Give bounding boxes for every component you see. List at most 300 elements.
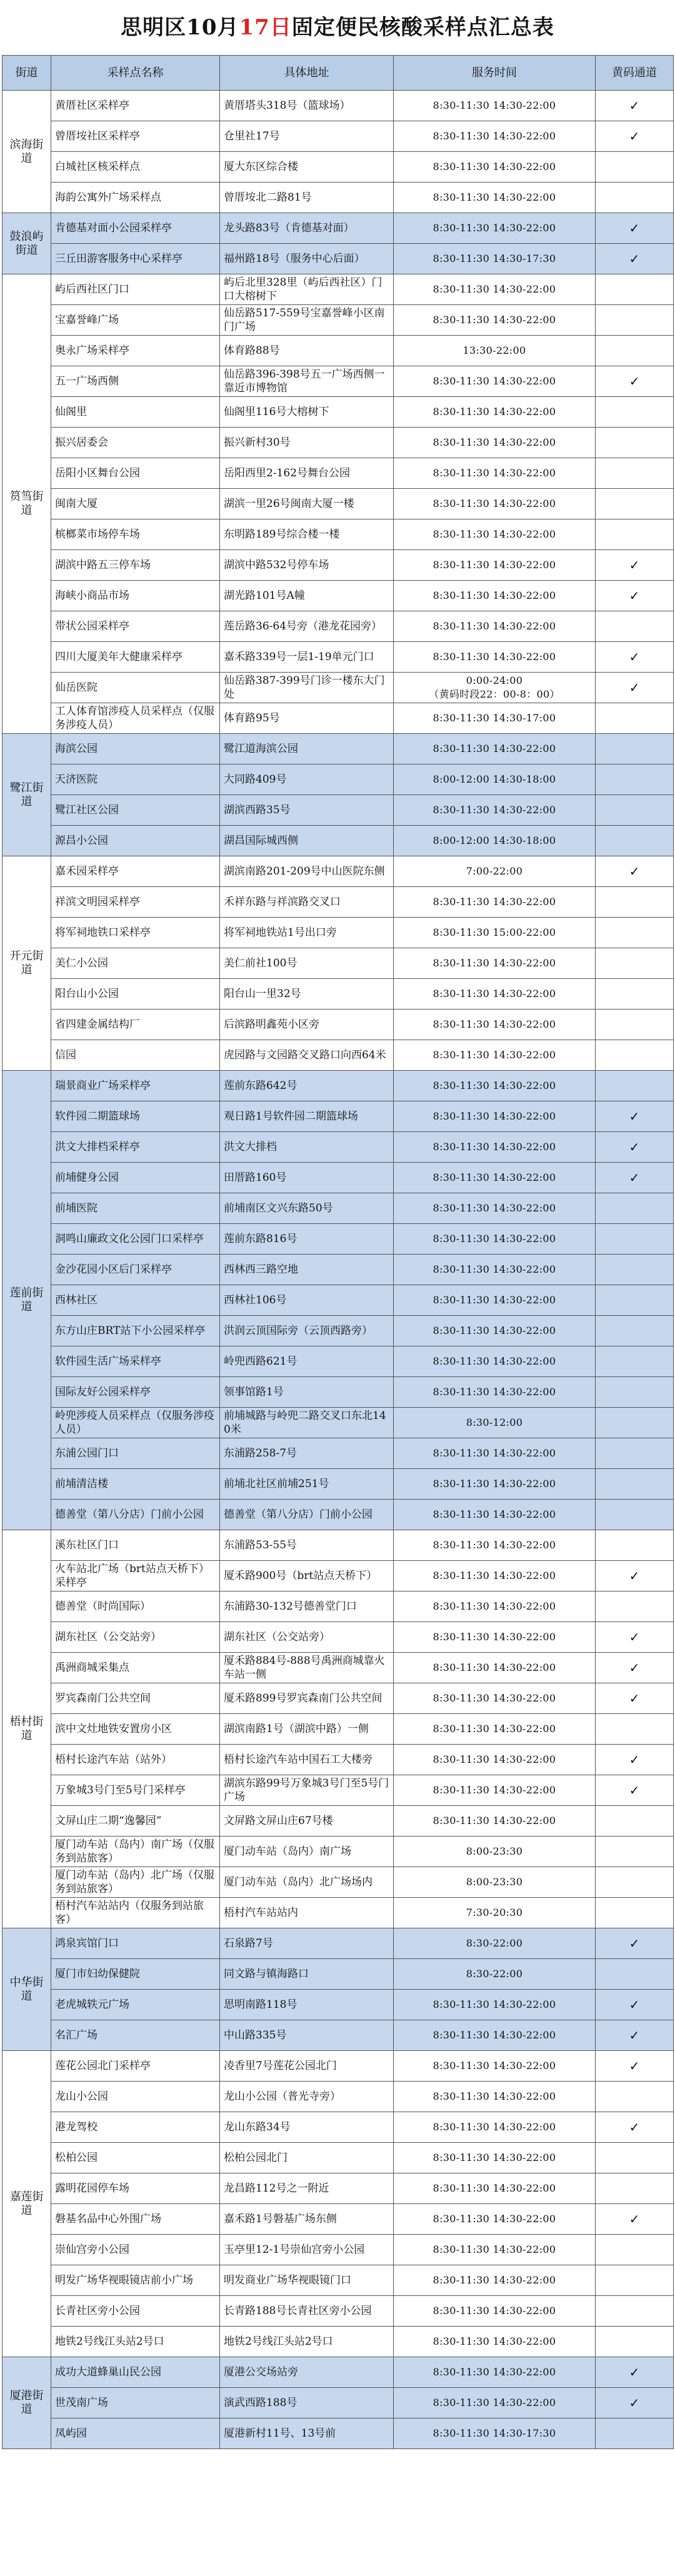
yellow-code-cell — [596, 1837, 674, 1867]
service-time-cell — [394, 918, 596, 948]
service-time-text: 8:30-11:30 14:30-22:00 — [432, 406, 556, 418]
check-mark-icon: ✓ — [629, 1691, 640, 1706]
address-cell: 凌香里7号莲花公园北门 — [220, 2051, 394, 2082]
address-cell: 大同路409号 — [220, 764, 394, 795]
site-name-cell: 东方山庄BRT站下小公园采样亭 — [51, 1316, 220, 1346]
address-cell: 岭兜西路621号 — [220, 1346, 394, 1377]
address-cell: 湖滨西路35号 — [220, 795, 394, 826]
site-name-cell: 德善堂（时尚国际） — [51, 1591, 220, 1622]
check-mark-icon: ✓ — [629, 558, 640, 573]
site-name-cell: 闽南大厦 — [51, 489, 220, 519]
site-name-cell: 梧村汽车站站内（仅服务到站旅客） — [51, 1898, 220, 1928]
yellow-code-cell — [596, 2143, 674, 2173]
site-name-cell: 阳台山小公园 — [51, 979, 220, 1010]
address-cell: 玉亭里12-1号崇仙宫旁小公园 — [220, 2235, 394, 2265]
table-row — [2, 2082, 674, 2112]
service-time-text: 8:00-12:00 14:30-18:00 — [432, 773, 556, 785]
yellow-code-cell — [596, 1438, 674, 1469]
yellow-code-cell — [596, 611, 674, 642]
table-row — [2, 1285, 674, 1316]
table-row — [2, 1561, 674, 1591]
check-mark-icon: ✓ — [629, 2395, 640, 2410]
header-service-time: 服务时间 — [394, 56, 596, 91]
yellow-code-cell — [596, 1010, 674, 1040]
service-time-cell — [394, 1469, 596, 1500]
yellow-code-cell — [596, 795, 674, 826]
table-row — [2, 1010, 674, 1040]
service-time-cell — [394, 1438, 596, 1469]
service-time-cell — [394, 764, 596, 795]
service-time-cell — [394, 1683, 596, 1714]
service-time-text: 8:30-11:30 14:30-22:00 — [432, 314, 556, 326]
service-time-text: 8:30-11:30 15:00-22:00 — [432, 926, 556, 938]
yellow-code-cell — [596, 1683, 674, 1714]
service-time-cell — [394, 2204, 596, 2235]
yellow-code-cell — [596, 856, 674, 887]
table-row — [2, 1775, 674, 1806]
table-row — [2, 183, 674, 213]
table-header-row — [2, 56, 674, 91]
yellow-code-cell — [596, 1500, 674, 1530]
site-name-cell: 德善堂（第八分店）门前小公园 — [51, 1500, 220, 1530]
district-cell: 滨海街道 — [2, 91, 51, 213]
site-name-cell: 磐基名品中心外围广场 — [51, 2204, 220, 2235]
yellow-code-cell — [596, 152, 674, 183]
service-time-text: 8:30-11:30 14:30-22:00 — [432, 1478, 556, 1490]
yellow-code-cell — [596, 519, 674, 550]
check-mark-icon: ✓ — [629, 374, 640, 389]
district-cell: 莲前街道 — [2, 1071, 51, 1530]
check-mark-icon: ✓ — [629, 649, 640, 664]
title-prefix: 思明区10月 — [121, 15, 239, 40]
site-name-cell: 国际友好公园采样亭 — [51, 1377, 220, 1408]
service-time-cell — [394, 673, 596, 703]
check-mark-icon: ✓ — [629, 1140, 640, 1155]
table-row — [2, 1806, 674, 1837]
table-row — [2, 1101, 674, 1132]
site-name-cell: 天济医院 — [51, 764, 220, 795]
service-time-text: 8:30-11:30 14:30-22:00 — [432, 1325, 556, 1336]
service-time-text: 8:30-11:30 14:30-22:00 — [432, 1508, 556, 1520]
service-time-cell — [394, 1530, 596, 1561]
check-mark-icon: ✓ — [629, 864, 640, 879]
service-time-text: 8:30-11:30 14:30-22:00 — [432, 2335, 556, 2347]
service-time-cell — [394, 1010, 596, 1040]
service-time-text: 8:30-11:30 14:30-22:00 — [432, 1600, 556, 1612]
service-time-text: 8:30-22:00 — [466, 1968, 523, 1980]
yellow-code-cell — [596, 397, 674, 428]
address-cell: 厦港公交场站旁 — [220, 2357, 394, 2388]
yellow-code-cell — [596, 826, 674, 856]
header-district: 街道 — [2, 56, 51, 91]
service-time-cell — [394, 642, 596, 673]
service-time-cell — [394, 979, 596, 1010]
service-time-cell — [394, 2020, 596, 2051]
site-name-cell: 仙岳医院 — [51, 673, 220, 703]
site-name-cell: 文屏山庄二期“逸馨园” — [51, 1806, 220, 1837]
check-mark-icon: ✓ — [629, 2365, 640, 2380]
service-time-text: 8:30-11:30 14:30-22:00 — [432, 2274, 556, 2286]
address-cell: 湖滨中路532号停车场 — [220, 550, 394, 581]
page-title — [0, 0, 675, 55]
address-cell: 演武西路188号 — [220, 2388, 394, 2418]
service-time-cell — [394, 1928, 596, 1959]
table-row — [2, 1193, 674, 1224]
address-cell: 虎园路与文园路交叉路口向西64米 — [220, 1040, 394, 1071]
service-time-cell — [394, 1775, 596, 1806]
address-cell: 体育路88号 — [220, 336, 394, 366]
service-time-text: 8:30-11:30 14:30-22:00 — [432, 1049, 556, 1061]
check-mark-icon: ✓ — [629, 129, 640, 144]
site-name-cell: 滨中文灶地铁安置房小区 — [51, 1714, 220, 1745]
table-row — [2, 734, 674, 764]
service-time-text: 8:30-11:30 14:30-22:00 — [432, 589, 556, 601]
service-time-text: 8:30-11:30 14:30-22:00 — [432, 896, 556, 908]
yellow-code-cell — [596, 673, 674, 703]
site-name-cell: 罗宾森南门公共空间 — [51, 1683, 220, 1714]
address-cell: 前埔北社区前埔251号 — [220, 1469, 394, 1500]
site-name-cell: 肯德基对面小公园采样亭 — [51, 213, 220, 244]
site-name-cell: 禹洲商城采集点 — [51, 1653, 220, 1683]
table-row — [2, 2173, 674, 2204]
site-name-cell: 老虎城轶元广场 — [51, 1990, 220, 2020]
check-mark-icon: ✓ — [629, 2028, 640, 2043]
yellow-code-cell — [596, 2357, 674, 2388]
yellow-code-cell — [596, 244, 674, 274]
address-cell: 洪润云顶国际旁（云顶西路旁） — [220, 1316, 394, 1346]
table-row — [2, 244, 674, 274]
address-cell: 东浦路30-132号德善堂门口 — [220, 1591, 394, 1622]
address-cell: 仙岳路387-399号门诊一楼东大门处 — [220, 673, 394, 703]
site-name-cell: 鹭江社区公园 — [51, 795, 220, 826]
table-row — [2, 1714, 674, 1745]
yellow-code-cell — [596, 305, 674, 336]
site-name-cell: 信园 — [51, 1040, 220, 1071]
service-time-text: 8:30-11:30 14:30-22:00 — [432, 130, 556, 142]
site-name-cell: 源昌小公园 — [51, 826, 220, 856]
address-cell: 前埔城路与岭兜二路交叉口东北140米 — [220, 1408, 394, 1438]
yellow-code-cell — [596, 581, 674, 611]
address-cell: 曾厝垵北二路81号 — [220, 183, 394, 213]
yellow-code-cell — [596, 2388, 674, 2418]
service-time-cell — [394, 519, 596, 550]
service-time-cell — [394, 1408, 596, 1438]
address-cell: 龙山小公园（普光寺旁） — [220, 2082, 394, 2112]
service-time-cell — [394, 611, 596, 642]
service-time-cell — [394, 1867, 596, 1898]
service-time-cell — [394, 2296, 596, 2327]
address-cell: 田厝路160号 — [220, 1163, 394, 1193]
address-cell: 湖滨一里26号闽南大厦一楼 — [220, 489, 394, 519]
service-time-cell — [394, 948, 596, 979]
address-cell: 龙头路83号（肯德基对面） — [220, 213, 394, 244]
site-name-cell: 湖滨中路五三停车场 — [51, 550, 220, 581]
yellow-code-cell — [596, 1469, 674, 1500]
site-name-cell: 厦门动车站（岛内）南广场（仅服务到站旅客） — [51, 1837, 220, 1867]
service-time-text: 8:30-12:00 — [466, 1416, 523, 1428]
service-time-cell — [394, 1591, 596, 1622]
service-time-text: 8:30-11:30 14:30-22:00 — [432, 222, 556, 234]
address-cell: 洪文大排档 — [220, 1132, 394, 1163]
address-cell: 松柏公园北门 — [220, 2143, 394, 2173]
table-row — [2, 2235, 674, 2265]
address-cell: 福州路18号（服务中心后面） — [220, 244, 394, 274]
service-time-text: 13:30-22:00 — [462, 344, 526, 356]
address-cell: 厦禾路899号罗宾森南门公共空间 — [220, 1683, 394, 1714]
site-name-cell: 槟榔菜市场停车场 — [51, 519, 220, 550]
header-yellow-code: 黄码通道 — [596, 56, 674, 91]
yellow-code-cell — [596, 1163, 674, 1193]
address-cell: 禾祥东路与祥滨路交叉口 — [220, 887, 394, 918]
site-name-cell: 长青社区旁小公园 — [51, 2296, 220, 2327]
table-row — [2, 1500, 674, 1530]
service-time-text: 8:30-11:30 14:30-22:00 — [432, 1171, 556, 1183]
check-mark-icon: ✓ — [629, 1170, 640, 1185]
yellow-code-cell — [596, 1101, 674, 1132]
service-time-text: 8:30-11:30 14:30-22:00 — [432, 436, 556, 448]
yellow-code-cell — [596, 1193, 674, 1224]
service-time-cell — [394, 397, 596, 428]
service-time-cell — [394, 2051, 596, 2082]
service-time-text: 8:30-11:30 14:30-22:00 — [432, 1080, 556, 1091]
address-cell: 厦大东区综合楼 — [220, 152, 394, 183]
yellow-code-cell — [596, 428, 674, 458]
site-name-cell: 前埔健身公园 — [51, 1163, 220, 1193]
service-time-text: 8:30-11:30 14:30-22:00 — [432, 1263, 556, 1275]
service-time-cell — [394, 703, 596, 734]
check-mark-icon: ✓ — [629, 2212, 640, 2227]
yellow-code-cell — [596, 1775, 674, 1806]
table-row — [2, 1683, 674, 1714]
site-name-cell: 岭兜涉疫人员采样点（仅服务涉疫人员） — [51, 1408, 220, 1438]
district-cell: 鹭江街道 — [2, 734, 51, 856]
table-body — [2, 91, 674, 2449]
yellow-code-cell — [596, 2173, 674, 2204]
site-name-cell: 奥永广场采样亭 — [51, 336, 220, 366]
service-time-text: 8:30-11:30 14:30-22:00 — [432, 2152, 556, 2163]
address-cell: 莲岳路36-64号旁（港龙花园旁） — [220, 611, 394, 642]
site-name-cell: 白城社区核采样点 — [51, 152, 220, 183]
yellow-code-cell — [596, 1346, 674, 1377]
address-cell: 湖光路101号A幢 — [220, 581, 394, 611]
table-row — [2, 673, 674, 703]
table-row — [2, 2265, 674, 2296]
service-time-cell — [394, 428, 596, 458]
service-time-cell — [394, 183, 596, 213]
site-name-cell: 软件园二期篮球场 — [51, 1101, 220, 1132]
service-time-cell — [394, 1101, 596, 1132]
site-name-cell: 港龙驾校 — [51, 2112, 220, 2143]
service-time-cell — [394, 1745, 596, 1775]
site-name-cell: 曾厝垵社区采样亭 — [51, 121, 220, 152]
table-row — [2, 489, 674, 519]
address-cell: 龙山东路34号 — [220, 2112, 394, 2143]
header-address: 具体地址 — [220, 56, 394, 91]
yellow-code-cell — [596, 274, 674, 305]
service-time-cell — [394, 336, 596, 366]
site-name-cell: 嘉禾园采样亭 — [51, 856, 220, 887]
address-cell: 同文路与镇海路口 — [220, 1959, 394, 1990]
service-time-text: 8:30-11:30 14:30-22:00 — [432, 2305, 556, 2317]
site-name-cell: 软件园生活广场采样亭 — [51, 1346, 220, 1377]
site-name-cell: 省四建金属结构厂 — [51, 1010, 220, 1040]
service-time-text: 8:30-22:00 — [466, 1937, 523, 1949]
service-time-cell — [394, 1224, 596, 1255]
yellow-code-cell — [596, 183, 674, 213]
service-time-cell — [394, 1714, 596, 1745]
table-row — [2, 1898, 674, 1928]
yellow-code-cell — [596, 2418, 674, 2449]
site-name-cell: 名汇广场 — [51, 2020, 220, 2051]
address-cell: 屿后北里328里（屿后西社区）门口大榕树下 — [220, 274, 394, 305]
district-cell: 筼筜街道 — [2, 274, 51, 734]
yellow-code-cell — [596, 121, 674, 152]
site-name-cell: 美仁小公园 — [51, 948, 220, 979]
service-time-text: 8:30-11:30 14:30-22:00 — [432, 467, 556, 479]
site-name-cell: 前埔清洁楼 — [51, 1469, 220, 1500]
address-cell: 地铁2号线江头站2号口 — [220, 2327, 394, 2357]
service-time-text: 8:30-11:30 14:30-22:00 — [432, 2090, 556, 2102]
service-time-cell — [394, 1898, 596, 1928]
service-time-text: 8:30-11:30 14:30-22:00 — [432, 375, 556, 387]
site-name-cell: 厦门动车站（岛内）北广场（仅服务到站旅客） — [51, 1867, 220, 1898]
yellow-code-cell — [596, 1040, 674, 1071]
service-time-text: 8:30-11:30 14:30-22:00 — [432, 2366, 556, 2378]
address-cell: 文屏路文屏山庄67号楼 — [220, 1806, 394, 1837]
service-time-cell — [394, 91, 596, 121]
service-time-text: 8:30-11:30 14:30-22:00 — [432, 1233, 556, 1245]
table-row — [2, 274, 674, 305]
table-row — [2, 1530, 674, 1561]
yellow-code-cell — [596, 550, 674, 581]
table-row — [2, 1591, 674, 1622]
site-name-cell: 地铁2号线江头站2号口 — [51, 2327, 220, 2357]
address-cell: 莲前东路642号 — [220, 1071, 394, 1101]
table-row — [2, 458, 674, 489]
site-name-cell: 凤屿园 — [51, 2418, 220, 2449]
service-time-text: 7:30-20:30 — [466, 1907, 523, 1918]
yellow-code-cell — [596, 366, 674, 397]
service-time-text: 8:30-11:30 14:30-22:00 — [432, 2060, 556, 2072]
service-time-cell — [394, 1500, 596, 1530]
site-name-cell: 湖东社区（公交站旁） — [51, 1622, 220, 1653]
address-cell: 阳台山一里32号 — [220, 979, 394, 1010]
service-time-cell — [394, 152, 596, 183]
check-mark-icon: ✓ — [629, 1109, 640, 1124]
district-cell: 开元街道 — [2, 856, 51, 1071]
address-cell: 西林西三路空地 — [220, 1255, 394, 1285]
address-cell: 嘉禾路1号磐基广场东侧 — [220, 2204, 394, 2235]
service-time-text: 8:30-11:30 14:30-22:00 — [432, 1723, 556, 1735]
yellow-code-cell — [596, 2112, 674, 2143]
address-cell: 东明路189号综合楼一楼 — [220, 519, 394, 550]
district-cell: 梧村街道 — [2, 1530, 51, 1928]
service-time-cell — [394, 1990, 596, 2020]
table-row — [2, 764, 674, 795]
yellow-code-cell — [596, 1898, 674, 1928]
service-time-cell — [394, 887, 596, 918]
address-cell: 仙岳路396-398号五一广场西侧一靠近市博物馆 — [220, 366, 394, 397]
yellow-code-cell — [596, 1591, 674, 1622]
table-row — [2, 366, 674, 397]
address-cell: 德善堂（第八分店）门前小公园 — [220, 1500, 394, 1530]
site-name-cell: 屿后西社区门口 — [51, 274, 220, 305]
check-mark-icon: ✓ — [629, 2120, 640, 2135]
yellow-code-cell — [596, 979, 674, 1010]
service-time-cell — [394, 1285, 596, 1316]
yellow-code-cell — [596, 1653, 674, 1683]
yellow-code-cell — [596, 1316, 674, 1346]
address-cell: 厦禾路884号-888号禹洲商城靠火车站一侧 — [220, 1653, 394, 1683]
table-row — [2, 91, 674, 121]
yellow-code-cell — [596, 2204, 674, 2235]
service-time-cell — [394, 2173, 596, 2204]
yellow-code-cell — [596, 1071, 674, 1101]
yellow-code-cell — [596, 703, 674, 734]
address-cell: 厦门动车站（岛内）北广场场内 — [220, 1867, 394, 1898]
table-row — [2, 918, 674, 948]
yellow-code-cell — [596, 1530, 674, 1561]
yellow-code-cell — [596, 642, 674, 673]
check-mark-icon: ✓ — [629, 588, 640, 603]
yellow-code-cell — [596, 2082, 674, 2112]
service-time-cell — [394, 1653, 596, 1683]
address-cell: 黄厝塔头318号（篮球场） — [220, 91, 394, 121]
address-cell: 思明南路118号 — [220, 1990, 394, 2020]
service-time-cell — [394, 795, 596, 826]
site-name-cell: 海峡小商品市场 — [51, 581, 220, 611]
site-name-cell: 仙阁里 — [51, 397, 220, 428]
table-row — [2, 979, 674, 1010]
service-time-cell — [394, 734, 596, 764]
service-time-text: 8:30-11:30 14:30-22:00 — [432, 743, 556, 754]
table-row — [2, 948, 674, 979]
service-time-cell — [394, 489, 596, 519]
service-time-text: 8:30-11:30 14:30-22:00 — [432, 1294, 556, 1306]
check-mark-icon: ✓ — [629, 2058, 640, 2073]
service-time-cell — [394, 2082, 596, 2112]
site-name-cell: 明发广场华视眼镜店前小广场 — [51, 2265, 220, 2296]
yellow-code-cell — [596, 1622, 674, 1653]
site-name-cell: 振兴居委会 — [51, 428, 220, 458]
service-time-cell — [394, 274, 596, 305]
service-time-cell — [394, 1806, 596, 1837]
check-mark-icon: ✓ — [629, 221, 640, 236]
yellow-code-cell — [596, 734, 674, 764]
yellow-code-cell — [596, 2051, 674, 2082]
service-time-text: 8:30-11:30 14:30-22:00 — [432, 957, 556, 969]
site-name-cell: 梧村长途汽车站（站外） — [51, 1745, 220, 1775]
yellow-code-cell — [596, 948, 674, 979]
address-cell: 前埔南区文兴东路50号 — [220, 1193, 394, 1224]
table-row — [2, 519, 674, 550]
address-cell: 体育路95号 — [220, 703, 394, 734]
service-time-text: 8:30-11:30 14:30-22:00 — [432, 1753, 556, 1765]
yellow-code-cell — [596, 1224, 674, 1255]
yellow-code-cell — [596, 2235, 674, 2265]
site-name-cell: 鸿泉宾馆门口 — [51, 1928, 220, 1959]
site-name-cell: 松柏公园 — [51, 2143, 220, 2173]
table-row — [2, 2051, 674, 2082]
service-time-text: 8:30-11:30 14:30-22:00 — [432, 1539, 556, 1551]
service-time-text: 8:30-11:30 14:30-22:00 — [432, 1692, 556, 1704]
yellow-code-cell — [596, 1255, 674, 1285]
check-mark-icon: ✓ — [629, 1568, 640, 1583]
table-row — [2, 1990, 674, 2020]
service-time-text: 8:30-11:30 14:30-22:00 — [432, 2213, 556, 2225]
site-name-cell: 东浦公园门口 — [51, 1438, 220, 1469]
service-time-text: 8:30-11:30 14:30-22:00 — [432, 99, 556, 111]
